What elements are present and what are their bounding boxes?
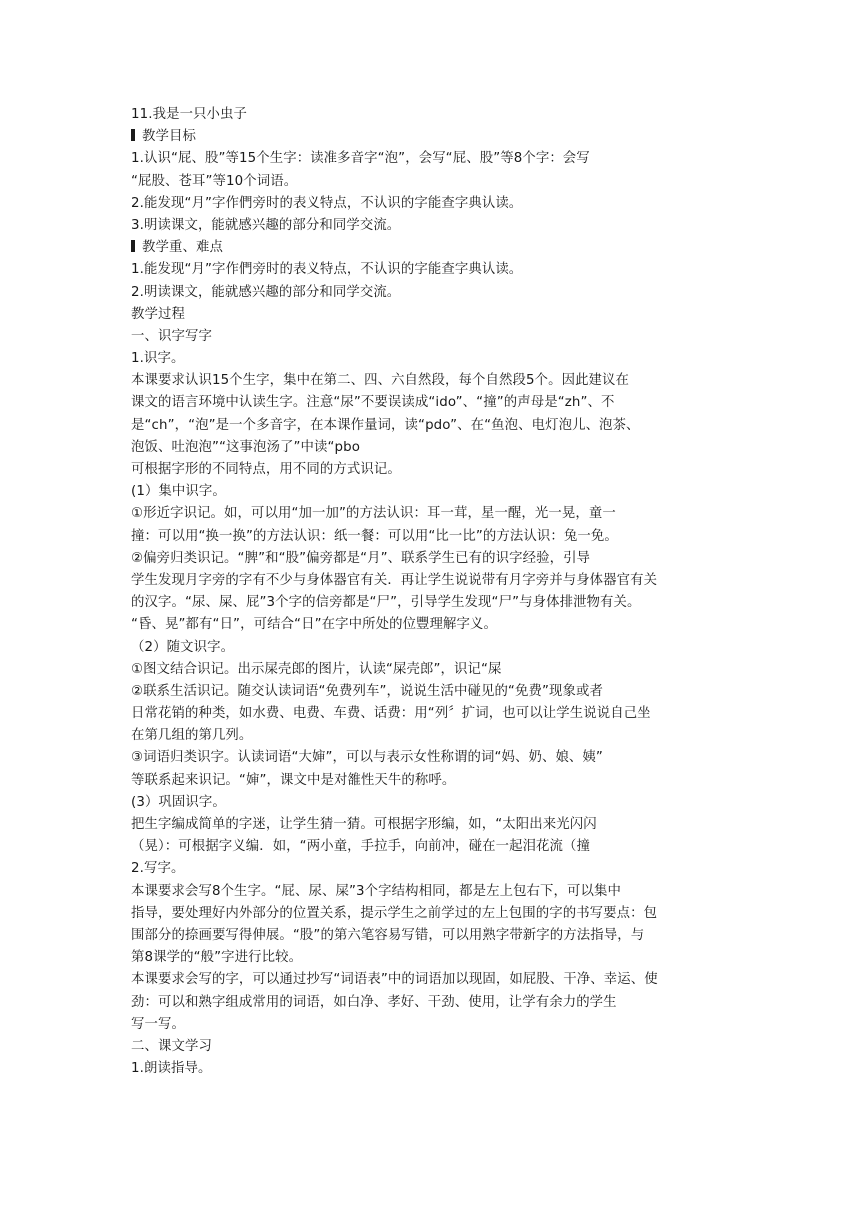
text-line bbox=[131, 947, 751, 969]
line-text: ②联系生活识记。随交认读词语“免费列车”，说说生活中碰见的“免费”现象或者 bbox=[131, 683, 603, 699]
text-line bbox=[131, 415, 751, 437]
text-line bbox=[131, 304, 751, 326]
text-line bbox=[131, 681, 751, 703]
section-heading bbox=[131, 126, 751, 148]
line-text: 围部分的捺画要写得伸展。“股”的第六笔容易写错，可以用熟字带新字的方法指导，与 bbox=[131, 927, 645, 943]
text-line bbox=[131, 881, 751, 903]
line-text: 的汉字。“尿、屎、屁”3个字的信旁都是“尸”，引导学生发现“尸”与身体排泄物有关。 bbox=[131, 595, 641, 611]
text-line bbox=[131, 659, 751, 681]
line-text: 本课要求会写8个生字。“屁、尿、屎”3个字结构相同，都是左上包右下，可以集中 bbox=[131, 883, 621, 899]
text-line bbox=[131, 148, 751, 170]
line-text: 本课要求会写的字，可以通过抄写“词语表”中的词语加以现固，如屁股、干净、幸运、使 bbox=[131, 972, 658, 988]
section-heading bbox=[131, 237, 751, 259]
text-line bbox=[131, 770, 751, 792]
line-text: 泡饭、吐泡泡”“这事泡汤了”中读“pbo bbox=[131, 439, 361, 455]
text-line bbox=[131, 592, 751, 614]
line-text: 教学过程 bbox=[131, 306, 185, 322]
text-line bbox=[131, 703, 751, 725]
line-text: 可根据字形的不同特点，用不同的方式识记。 bbox=[131, 462, 401, 477]
text-line bbox=[131, 104, 751, 126]
line-text: 二、课文学习 bbox=[131, 1038, 212, 1054]
line-text: 3.明读课文，能就感兴趣的部分和同学交流。 bbox=[131, 217, 401, 233]
line-text: 2.明读课文，能就感兴趣的部分和同学交流。 bbox=[131, 284, 401, 300]
line-text: 第8课学的“般”字进行比较。 bbox=[131, 950, 303, 966]
text-line bbox=[131, 747, 751, 769]
line-text: 指导，要处理好内外部分的位置关系，提示学生之前学过的左上包围的字的书写要点：包 bbox=[131, 905, 658, 921]
text-line bbox=[131, 637, 751, 659]
line-text: （晃）：可根据字义编．如，“两小童，手拉手，向前冲，碰在一起泪花流（撞 bbox=[131, 839, 591, 855]
line-text: 2.能发现“月”字作們旁时的表义特点，不认识的字能查字典认读。 bbox=[131, 195, 523, 211]
line-text: 1.朗读指导。 bbox=[131, 1061, 212, 1077]
line-text: 劲：可以和熟字组成常用的词语，如白净、孝好、干劲、使用，让学有余力的学生 bbox=[131, 994, 617, 1010]
text-line bbox=[131, 193, 751, 215]
text-line bbox=[131, 1058, 751, 1080]
text-line bbox=[131, 548, 751, 570]
line-text: 教学重、难点 bbox=[142, 240, 223, 256]
text-line bbox=[131, 215, 751, 237]
text-line bbox=[131, 903, 751, 925]
text-line bbox=[131, 969, 751, 991]
text-line bbox=[131, 348, 751, 370]
bullet-bar-icon bbox=[131, 129, 135, 141]
line-text: 写一写。 bbox=[131, 1016, 185, 1032]
line-text: 日常花销的种类，如水费、电费、车费、话费：用“列〞扩词，也可以让学生说说自己坐 bbox=[131, 706, 651, 722]
line-text: ①图文结合识记。出示屎壳郎的图片，认读“屎壳郎”，识记“屎 bbox=[131, 661, 502, 677]
line-text: 等联系起来识记。“婶”，课文中是对雒性天牛的称呼。 bbox=[131, 772, 456, 788]
text-line bbox=[131, 171, 751, 193]
document-body bbox=[131, 104, 751, 1080]
text-line bbox=[131, 792, 751, 814]
line-text: 1.认识“屁、股”等15个生字：读准多音字“泡”，会写“屁、股”等8个字：会写 bbox=[131, 151, 590, 167]
text-line bbox=[131, 836, 751, 858]
line-text: “屁股、苍耳”等10个词语。 bbox=[131, 173, 298, 189]
line-text: 2.写字。 bbox=[131, 861, 185, 877]
line-text: 是“ch”，“泡”是一个多音字，在本课作量词，读“pdo”、在“鱼泡、电灯泡儿、泡茶、 bbox=[131, 417, 640, 433]
line-text: 1.识字。 bbox=[131, 351, 185, 367]
text-line bbox=[131, 725, 751, 747]
text-line bbox=[131, 526, 751, 548]
line-text: 教学目标 bbox=[142, 129, 196, 145]
line-text: 把生字编成简单的字迷，让学生猜一猜。可根据字形编，如，“太阳出来光闪闪 bbox=[131, 817, 597, 832]
line-text: ③词语归类识字。认读词语“大婶”，可以与表示女性称谓的词“妈、奶、娘、姨” bbox=[131, 750, 603, 766]
text-line bbox=[131, 1014, 751, 1036]
line-text: (3）巩固识字。 bbox=[131, 794, 226, 810]
text-line bbox=[131, 459, 751, 481]
text-line bbox=[131, 503, 751, 525]
text-line bbox=[131, 614, 751, 636]
line-text: 11.我是一只小虫子 bbox=[131, 107, 248, 122]
line-text: 1.能发现“月”字作們旁时的表义特点，不认识的字能查字典认读。 bbox=[131, 262, 523, 278]
line-text: （2）随文识字。 bbox=[131, 639, 235, 655]
line-text: 本课要求认识15个生字，集中在第二、四、六自然段，每个自然段5个。因此建议在 bbox=[131, 373, 630, 389]
text-line bbox=[131, 1036, 751, 1058]
text-line bbox=[131, 437, 751, 459]
line-text: 撞：可以用“换一换”的方法认识：纸一餐：可以用“比一比”的方法认识：兔一免。 bbox=[131, 528, 618, 544]
line-text: 一、识字写字 bbox=[131, 328, 212, 344]
text-line bbox=[131, 814, 751, 836]
text-line bbox=[131, 392, 751, 414]
text-line bbox=[131, 992, 751, 1014]
text-line bbox=[131, 570, 751, 592]
line-text: 课文的语言环境中认读生字。注意“尿”不要误读成“ido”、“撞”的声母是“zh”、不 bbox=[131, 395, 615, 411]
line-text: 在第几组的第几列。 bbox=[131, 728, 253, 744]
line-text: (1）集中识字。 bbox=[131, 484, 226, 500]
line-text: ②偏旁归类识记。“脾”和“股”偏旁都是“月”、联系学生已有的识字经验，引导 bbox=[131, 550, 591, 566]
line-text: ①形近字识记。如，可以用“加一加”的方法认识：耳一茸，星一醒，光一晃，童一 bbox=[131, 506, 616, 522]
line-text: “昏、晃”都有“日”，可结合“日”在字中所处的位豐理解字义。 bbox=[131, 617, 497, 633]
bullet-bar-icon bbox=[131, 240, 135, 252]
text-line bbox=[131, 259, 751, 281]
text-line bbox=[131, 326, 751, 348]
line-text: 学生发现月字旁的字有不少与身体器官有关．再让学生说说带有月字旁并与身体器官有关 bbox=[131, 572, 658, 588]
text-line bbox=[131, 282, 751, 304]
text-line bbox=[131, 925, 751, 947]
text-line bbox=[131, 858, 751, 880]
text-line bbox=[131, 481, 751, 503]
text-line bbox=[131, 370, 751, 392]
